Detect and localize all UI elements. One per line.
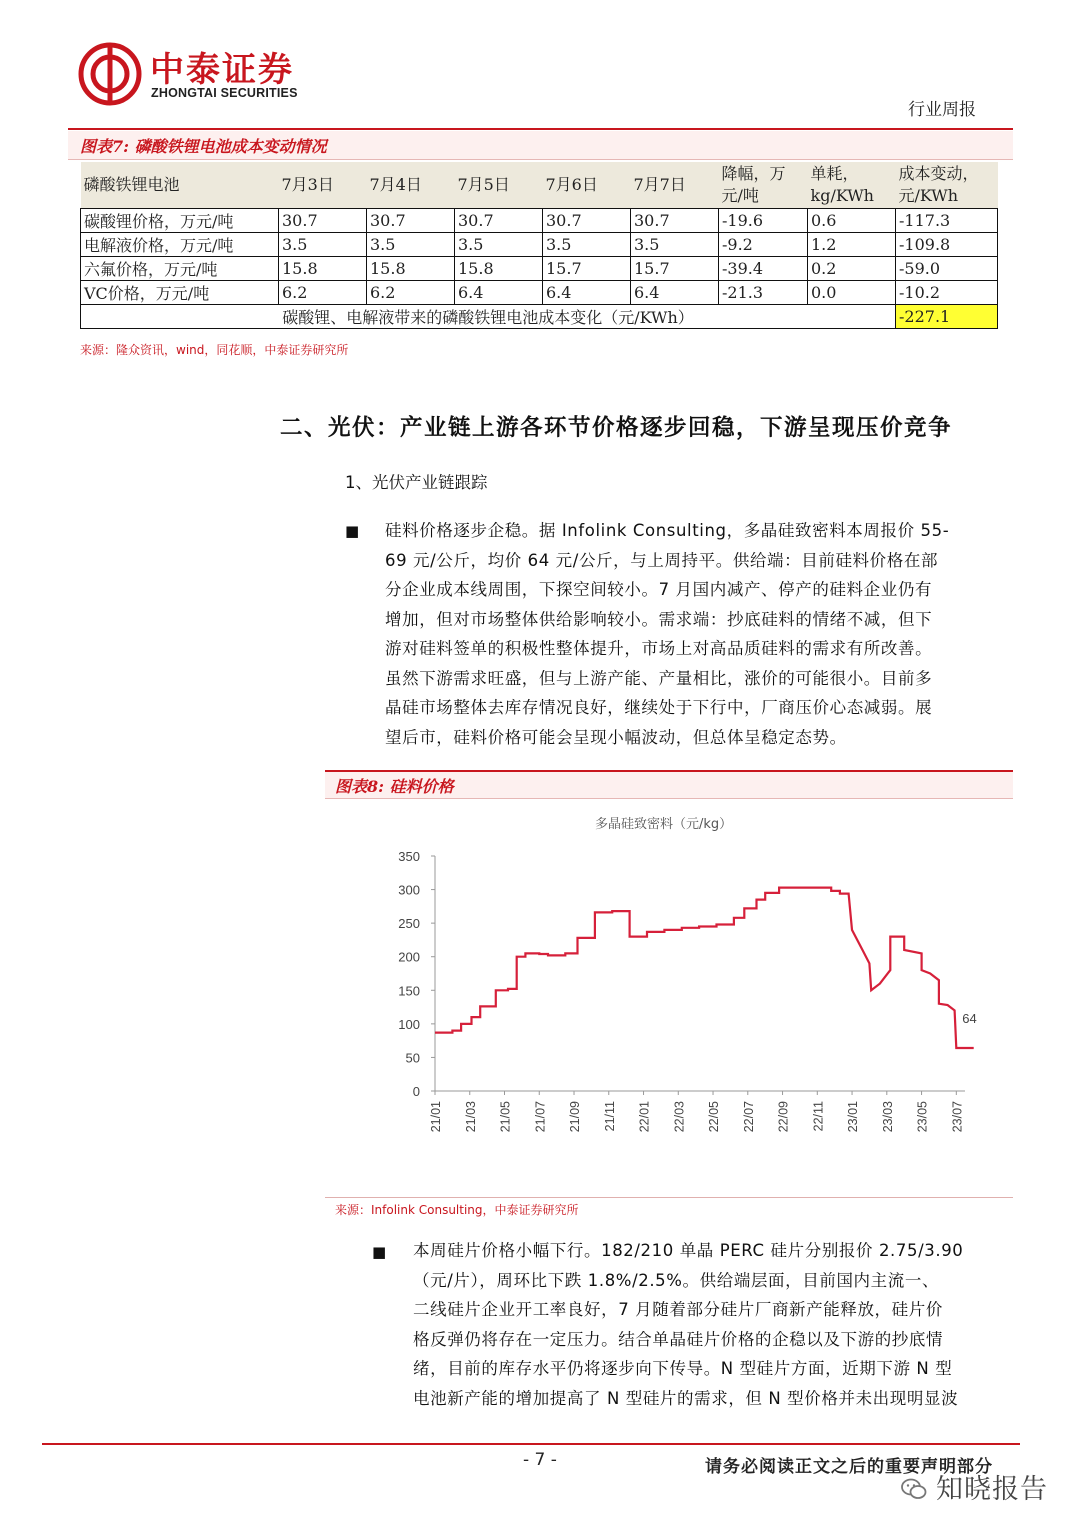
header-rule [68,128,1013,130]
table-cell: 6.2 [279,281,367,305]
x-tick-label: 22/01 [637,1101,652,1133]
table-cell: 3.5 [279,233,367,257]
y-tick-label: 300 [398,882,420,898]
table-cell: -19.6 [719,209,808,233]
disclaimer-text: 请务必阅读正文之后的重要声明部分 [705,1457,993,1477]
table-cell: 3.5 [543,233,631,257]
paragraph-line: 晶硅市场整体去库存情况良好，继续处于下行中，厂商压价心态减弱。展 [385,698,933,717]
x-tick-label: 21/07 [533,1101,548,1133]
x-tick-label: 22/07 [741,1101,756,1133]
x-tick-label: 23/01 [846,1101,861,1133]
x-tick-label: 22/09 [776,1101,791,1133]
page-number: - 7 - [523,1450,557,1470]
section-heading: 二、光伏：产业链上游各环节价格逐步回稳，下游呈现压价竞争 [280,415,953,441]
column-header: 7月3日 [279,162,367,209]
table-cell: 1.2 [808,233,896,257]
paragraph-line: 硅料价格逐步企稳。据 Infolink Consulting，多晶硅致密料本周报价 55- [385,521,950,540]
table-row [81,233,998,257]
table-cell: -21.3 [719,281,808,305]
table-cell: -39.4 [719,257,808,281]
table-row [81,209,998,233]
paragraph-silicon-material [385,516,1005,752]
x-tick-label: 23/05 [915,1101,930,1133]
table-header-row [81,162,998,209]
table-cell: 3.5 [455,233,543,257]
table-cell: 6.2 [367,281,455,305]
paragraph-line: 分企业成本线周围，下探空间较小。7 月国内减产、停产的硅料企业仍有 [385,580,933,599]
table-cell: VC价格，万元/吨 [81,281,279,305]
table-cell: -109.8 [896,233,998,257]
x-tick-label: 21/03 [463,1101,478,1133]
table-cell: 0.6 [808,209,896,233]
table-cell: 30.7 [631,209,719,233]
x-tick-label: 21/09 [568,1101,583,1133]
paragraph-line: 二线硅片企业开工率良好，7 月随着部分硅片厂商新产能释放，硅片价 [413,1300,943,1319]
watermark-text: 知晓报告 [936,1474,1048,1505]
footer-rule [42,1443,1020,1445]
table-cell: 6.4 [631,281,719,305]
table-row [81,257,998,281]
column-header: 7月5日 [455,162,543,209]
paragraph-line: 69 元/公斤，均价 64 元/公斤，与上周持平。供给端：目前硅料价格在部 [385,550,939,570]
x-tick-label: 22/05 [707,1101,722,1133]
brand-name-cn: 中泰证券 [150,50,294,90]
data-label: 64 [962,1011,977,1027]
table-cell: 15.8 [455,257,543,281]
bullet-marker: ■ [345,522,360,540]
table-cell: 30.7 [455,209,543,233]
figure7-caption: 图表7: 磷酸铁锂电池成本变动情况 [80,137,327,156]
table-cell: 0.2 [808,257,896,281]
total-value-cell: -227.1 [896,305,998,329]
chart-title: 多晶硅致密料（元/kg） [595,817,733,832]
x-tick-label: 21/01 [429,1101,443,1133]
column-header: 降幅，万元/吨 [719,162,808,209]
table-cell: 15.7 [543,257,631,281]
paragraph-line: 电池新产能的增加提高了 N 型硅片的需求，但 N 型价格并未出现明显波 [413,1388,959,1408]
paragraph-line: 虽然下游需求旺盛，但与上游产能、产量相比，涨价的可能很小。目前多 [385,668,933,688]
company-logo-icon [78,42,142,106]
table-cell: 6.4 [543,281,631,305]
brand-name-en: ZHONGTAI SECURITIES [151,86,298,100]
column-header: 7月4日 [367,162,455,209]
paragraph-line: 本周硅片价格小幅下行。182/210 单晶 PERC 硅片分别报价 2.75/3.90 [413,1241,964,1260]
table-total-row [81,305,998,329]
y-tick-label: 250 [398,916,420,932]
table-cell: 电解液价格，万元/吨 [81,233,279,257]
table-cell: 15.7 [631,257,719,281]
table-cell: 碳酸锂价格，万元/吨 [81,209,279,233]
column-header: 成本变动，元/KWh [896,162,998,209]
paragraph-line: 望后市，硅料价格可能会呈现小幅波动，但总体呈稳定态势。 [385,727,847,747]
table-cell: -9.2 [719,233,808,257]
table-cell: 30.7 [543,209,631,233]
price-series-line [435,888,977,1048]
table-cell: -10.2 [896,281,998,305]
paragraph-line: 绪，目前的库存水平仍将逐步向下传导。N 型硅片方面，近期下游 N 型 [413,1359,953,1378]
x-tick-label: 21/11 [602,1101,617,1132]
table-cell: 六氟价格，万元/吨 [81,257,279,281]
paragraph-wafer [413,1236,1005,1413]
table-cell: 15.8 [367,257,455,281]
y-tick-label: 0 [412,1084,420,1099]
table-cell: 3.5 [631,233,719,257]
table-cell: 30.7 [367,209,455,233]
y-tick-label: 350 [398,849,420,864]
wechat-icon [900,1475,928,1503]
figure8-caption: 图表8: 硅料价格 [335,777,454,796]
table-row [81,281,998,305]
total-label-cell: 碳酸锂、电解液带来的磷酸铁锂电池成本变化（元/KWh） [81,305,896,329]
x-tick-label: 23/03 [880,1101,895,1133]
column-header: 单耗，kg/KWh [808,162,896,209]
figure8-bottom-rule [325,1197,1013,1198]
x-tick-label: 23/07 [950,1101,965,1133]
table-cell: -117.3 [896,209,998,233]
paragraph-line: 增加，但对市场整体供给影响较小。需求端：抄底硅料的情绪不减，但下 [385,609,933,629]
document-type: 行业周报 [908,100,976,120]
column-header: 7月7日 [631,162,719,209]
x-tick-label: 22/11 [811,1101,826,1132]
table-cell: 3.5 [367,233,455,257]
figure8-source: 来源：Infolink Consulting，中泰证券研究所 [335,1203,579,1217]
x-tick-label: 22/03 [672,1101,687,1133]
table-cell: 30.7 [279,209,367,233]
x-tick-label: 21/05 [498,1101,513,1133]
silicon-price-chart [380,840,980,1160]
table-cell: 15.8 [279,257,367,281]
y-tick-label: 100 [398,1016,420,1032]
paragraph-line: 格反弹仍将存在一定压力。结合单晶硅片价格的企稳以及下游的抄底情 [413,1329,944,1349]
column-header: 7月6日 [543,162,631,209]
y-tick-label: 200 [398,949,420,965]
bullet-marker: ■ [372,1243,387,1261]
table-cell: 0.0 [808,281,896,305]
cost-table [80,162,998,329]
y-tick-label: 50 [405,1050,420,1066]
paragraph-line: 游对硅料签单的积极性整体提升，市场上对高品质硅料的需求有所改善。 [385,639,933,658]
table-cell: 6.4 [455,281,543,305]
figure7-source: 来源：隆众资讯，wind，同花顺，中泰证券研究所 [80,343,349,357]
column-header: 磷酸铁锂电池 [81,162,279,209]
paragraph-line: （元/片），周环比下跌 1.8%/2.5%。供给端层面，目前国内主流一、 [413,1270,940,1290]
subsection-heading: 1、光伏产业链跟踪 [345,473,488,492]
y-tick-label: 150 [398,983,420,999]
table-cell: -59.0 [896,257,998,281]
